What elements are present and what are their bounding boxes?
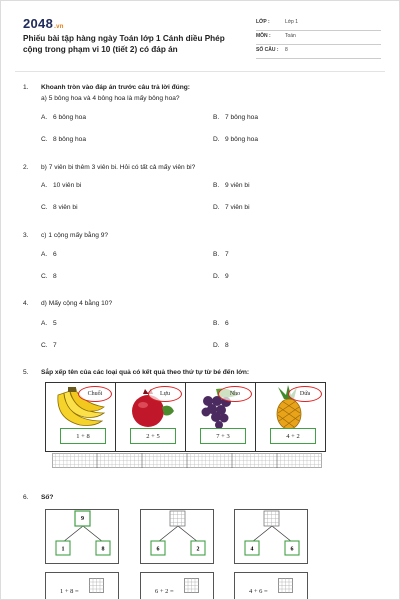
option-2d[interactable]: D. 7 viên bi <box>213 204 250 211</box>
fruit-strip <box>45 382 326 452</box>
meta-subject: MÔN : Toán <box>256 32 381 45</box>
header-divider <box>15 71 385 72</box>
blank-answer-grid[interactable] <box>184 578 199 593</box>
option-3c[interactable]: C. 8 <box>41 273 57 280</box>
fruit-card-grape <box>186 383 256 451</box>
number-tree-3 <box>234 509 308 564</box>
fruit-expression: 1 + 8 <box>60 428 106 444</box>
equation-text: 1 + 8 = <box>60 588 79 595</box>
option-1b[interactable]: B. 7 bông hoa <box>213 114 259 121</box>
equation-text: 6 + 2 = <box>155 588 174 595</box>
answer-grid-strip[interactable] <box>52 453 322 468</box>
blank-answer-grid[interactable] <box>170 511 185 526</box>
fruit-expression: 4 + 2 <box>270 428 316 444</box>
option-3b[interactable]: B. 7 <box>213 251 229 258</box>
question-1: 1. Khoanh tròn vào đáp án trước câu trả lời đúng: a) 5 bông hoa và 4 bông hoa là mấy bông hoa? <box>23 84 190 102</box>
option-2b[interactable]: B. 9 viên bi <box>213 182 250 189</box>
tree-left-value: 6 <box>156 546 160 553</box>
fruit-name-oval: Nho <box>218 386 252 402</box>
tree-right-value: 2 <box>196 546 200 553</box>
tree-left-value: 1 <box>61 546 65 553</box>
fruit-name-oval: Lựu <box>148 386 182 402</box>
fruit-name-oval: Dứa <box>288 386 322 402</box>
equation-box-2 <box>140 572 214 599</box>
fruit-name-oval: Chuối <box>78 386 112 402</box>
option-4a[interactable]: A. 5 <box>41 320 57 327</box>
question-2: 2. b) 7 viên bi thêm 3 viên bi. Hỏi có tất cả mấy viên bi? <box>23 164 196 171</box>
option-3d[interactable]: D. 9 <box>213 273 229 280</box>
option-2a[interactable]: A. 10 viên bi <box>41 182 82 189</box>
option-4d[interactable]: D. 8 <box>213 342 229 349</box>
page-title: Phiếu bài tập hàng ngày Toán lớp 1 Cánh diều Phép cộng trong phạm vi 10 (tiết 2) có đáp án <box>23 34 225 54</box>
blank-answer-grid[interactable] <box>89 578 104 593</box>
meta-question-count: SỐ CÂU : 8 <box>256 46 381 59</box>
fruit-card-banana <box>46 383 116 451</box>
tree-left-value: 4 <box>250 546 254 553</box>
fruit-expression: 7 + 3 <box>200 428 246 444</box>
tree-right-value: 8 <box>101 546 105 553</box>
question-6: 6. Số? <box>23 494 54 501</box>
tree-top-value: 9 <box>81 516 84 522</box>
worksheet-page <box>1 1 399 599</box>
option-1a[interactable]: A. 6 bông hoa <box>41 114 87 121</box>
tree-right-value: 6 <box>290 546 294 553</box>
option-4c[interactable]: C. 7 <box>41 342 57 349</box>
equation-box-1 <box>45 572 119 599</box>
option-3a[interactable]: A. 6 <box>41 251 57 258</box>
option-4b[interactable]: B. 6 <box>213 320 229 327</box>
blank-answer-grid[interactable] <box>264 511 279 526</box>
fruit-expression: 2 + 5 <box>130 428 176 444</box>
option-1c[interactable]: C. 8 bông hoa <box>41 136 87 143</box>
fruit-card-pineapple <box>256 383 325 451</box>
question-5: 5. Sắp xếp tên của các loại quả có kết quả theo thứ tự từ bé đến lớn: <box>23 369 250 376</box>
question-3: 3. c) 1 cộng mấy bằng 9? <box>23 232 109 239</box>
blank-answer-grid[interactable] <box>278 578 293 593</box>
question-4: 4. d) Mấy cộng 4 bằng 10? <box>23 300 113 307</box>
number-tree-2 <box>140 509 214 564</box>
equation-box-3 <box>234 572 308 599</box>
site-logo[interactable]: 2048.vn <box>23 16 64 31</box>
equation-text: 4 + 6 = <box>249 588 268 595</box>
fruit-card-pomegranate <box>116 383 186 451</box>
meta-class: LỚP : Lớp 1 <box>256 18 381 31</box>
option-2c[interactable]: C. 8 viên bi <box>41 204 78 211</box>
option-1d[interactable]: D. 9 bông hoa <box>213 136 259 143</box>
number-tree-1 <box>45 509 119 564</box>
